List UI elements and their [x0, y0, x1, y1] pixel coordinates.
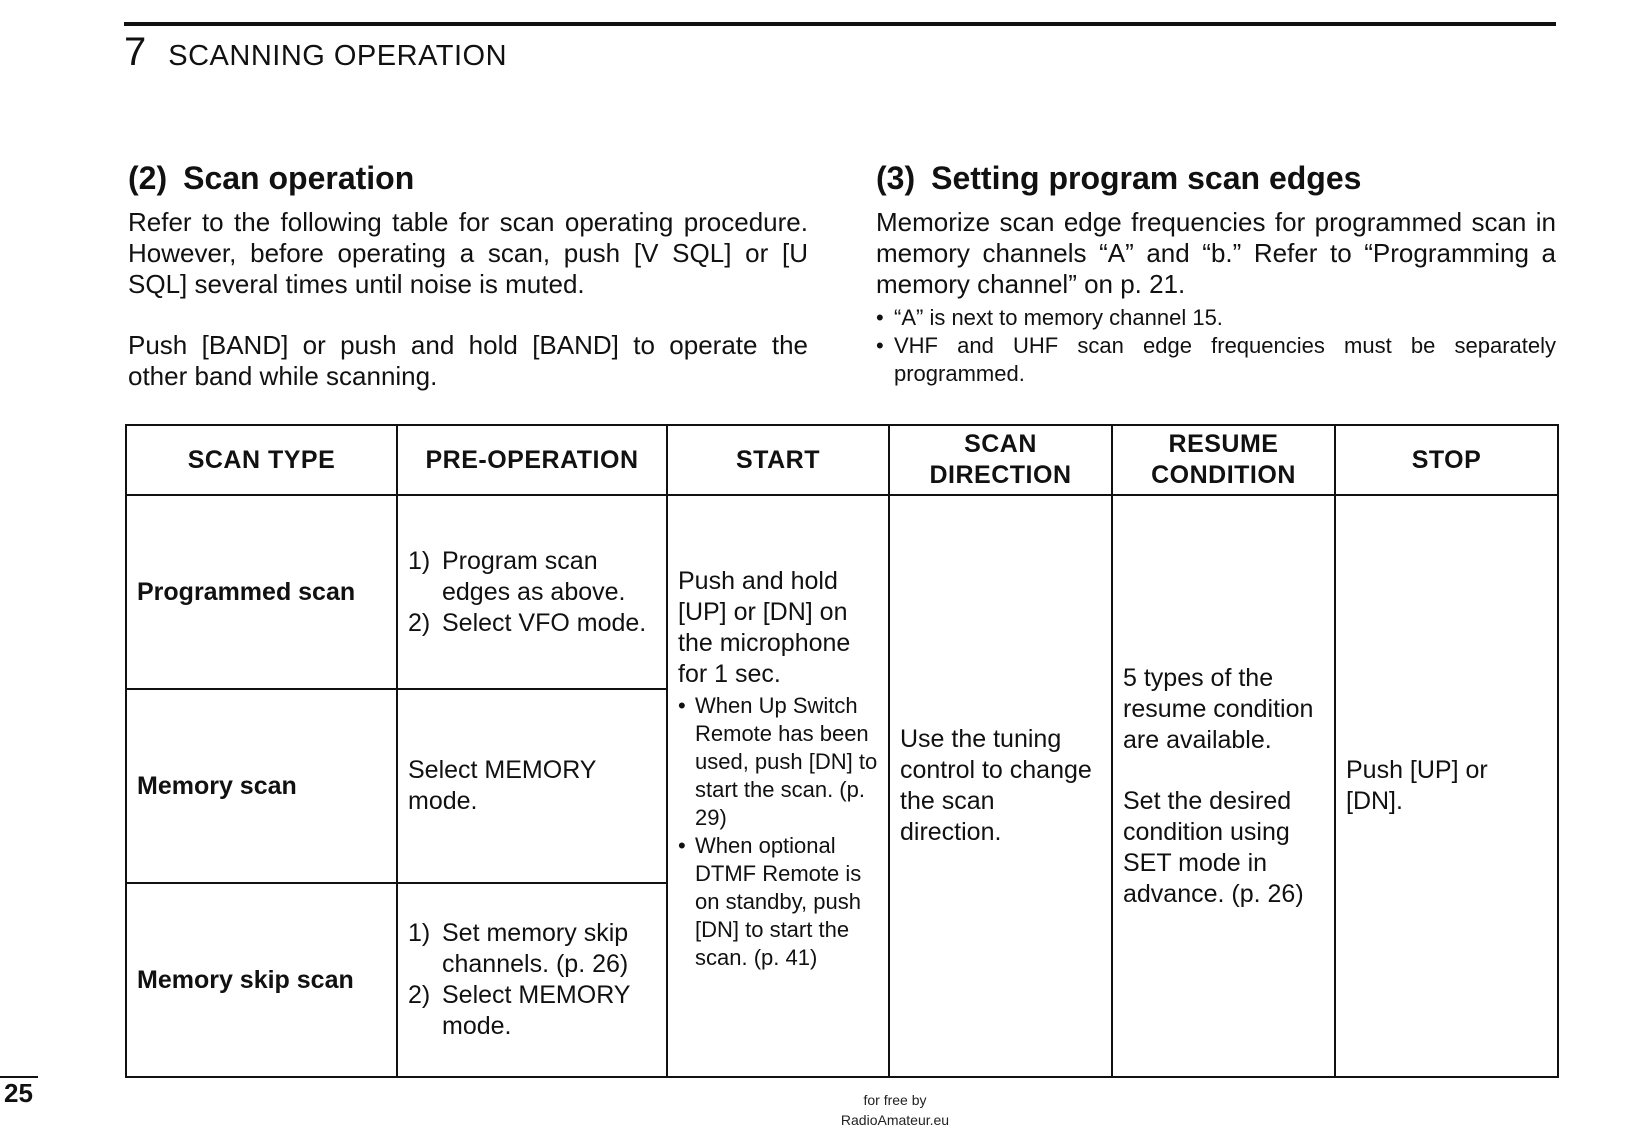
- resume-types-text: 5 types of the resume condition are available.: [1123, 663, 1314, 754]
- scan-operation-section: [128, 160, 808, 392]
- stop-cell: Push [UP] or [DN].: [1335, 495, 1558, 1077]
- pre-operation-steps: [408, 918, 656, 1042]
- resume-setting-text: Set the desired condition using SET mode in advance. (p. 26): [1123, 786, 1304, 908]
- section-title: Setting program scan edges: [931, 160, 1362, 196]
- section-number: (2): [128, 160, 168, 196]
- header-resume-condition: RESUME CONDITION: [1112, 425, 1335, 495]
- chapter-title: SCANNING OPERATION: [168, 40, 508, 72]
- step-item: 2) Select MEMORY mode.: [408, 981, 631, 1040]
- header-row: [126, 425, 1558, 495]
- note-item: • VHF and UHF scan edge frequencies must be separately programmed.: [876, 332, 1556, 388]
- pre-operation-steps: [408, 546, 656, 639]
- top-rule: [124, 22, 1556, 26]
- scan-operation-paragraph: Refer to the following table for scan operating procedure. However, before operating a scan, push [V SQL] or [U SQL] several times until noise is muted.: [128, 207, 808, 299]
- scan-direction-cell: Use the tuning control to change the scan direction.: [889, 495, 1112, 1077]
- footer-site-link[interactable]: RadioAmateur.eu: [840, 1112, 950, 1128]
- note-item: • “A” is next to memory channel 15.: [876, 304, 1556, 332]
- start-notes: [678, 692, 878, 972]
- step-item: 1) Set memory skip channels. (p. 26): [408, 919, 629, 978]
- start-note-item: • When optional DTMF Remote is on standby, push [DN] to start the scan. (p. 41): [678, 832, 878, 972]
- scan-operation-heading: [128, 160, 808, 197]
- scan-table: [125, 424, 1559, 1078]
- header-scan-direction: SCAN DIRECTION: [889, 425, 1112, 495]
- chapter-number: 7: [124, 30, 147, 74]
- start-note-item: • When Up Switch Remote has been used, push [DN] to start the scan. (p. 29): [678, 692, 878, 832]
- header-pre-operation: PRE-OPERATION: [397, 425, 667, 495]
- scan-type-cell: Memory scan: [126, 689, 397, 883]
- program-edges-heading: [876, 160, 1556, 197]
- table-row: [126, 495, 1558, 689]
- program-edges-section: [876, 160, 1556, 388]
- program-edges-notes: [876, 304, 1556, 388]
- resume-condition-cell: [1112, 495, 1335, 1077]
- section-number: (3): [876, 160, 916, 196]
- start-cell: [667, 495, 889, 1077]
- header-start: START: [667, 425, 889, 495]
- header-scan-type: SCAN TYPE: [126, 425, 397, 495]
- start-instruction: Push and hold [UP] or [DN] on the microphone for 1 sec.: [678, 567, 851, 688]
- pre-operation-cell: [397, 883, 667, 1077]
- step-item: 2) Select VFO mode.: [408, 608, 647, 637]
- chapter-heading: [124, 30, 507, 75]
- program-edges-paragraph: Memorize scan edge frequencies for programmed scan in memory channels “A” and “b.” Refer to “Programming a memory channel” on p. 21.: [876, 207, 1556, 299]
- scan-type-cell: Memory skip scan: [126, 883, 397, 1077]
- footer-line: for free by: [863, 1092, 927, 1108]
- pre-operation-cell: Select MEMORY mode.: [397, 689, 667, 883]
- step-item: 1) Program scan edges as above.: [408, 546, 626, 606]
- scan-type-cell: Programmed scan: [126, 495, 397, 689]
- footer-credit: [780, 1090, 1010, 1130]
- pre-operation-cell: [397, 495, 667, 689]
- header-stop: STOP: [1335, 425, 1558, 495]
- section-title: Scan operation: [183, 160, 415, 196]
- band-paragraph: Push [BAND] or push and hold [BAND] to operate the other band while scanning.: [128, 330, 808, 391]
- page-number: 25: [4, 1078, 33, 1108]
